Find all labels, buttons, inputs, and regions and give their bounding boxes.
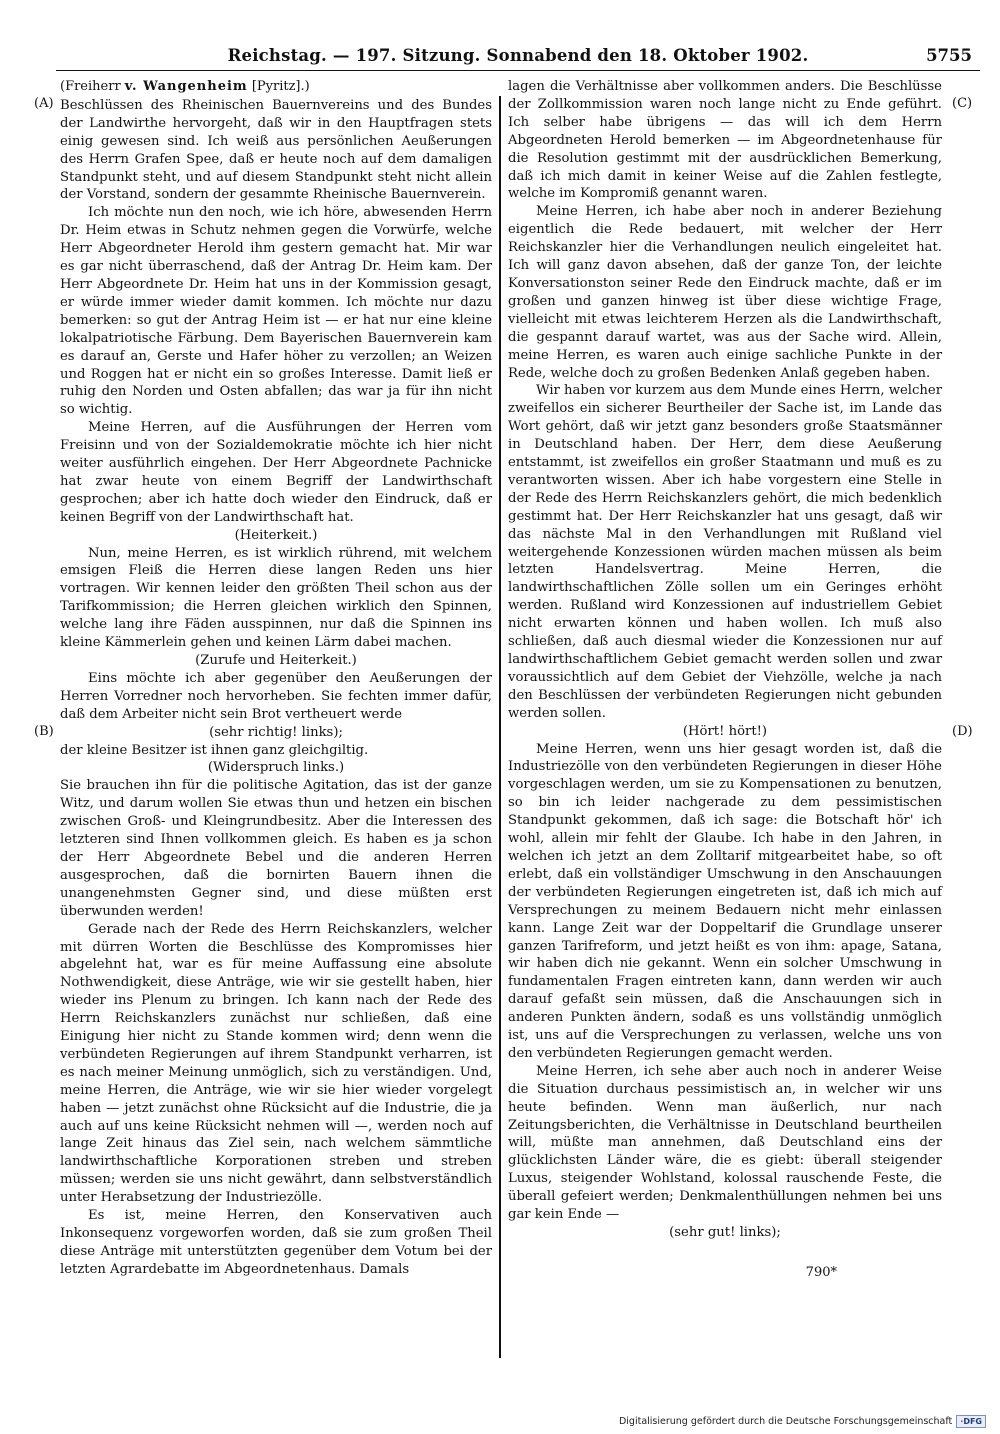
footer-text: Digitalisierung gefördert durch die Deutsche Forschungsgemeinschaft bbox=[618, 1415, 953, 1427]
paragraph: lagen die Verhältnisse aber vollkommen anders. Die Beschlüsse der Zollkommission waren noch lange nicht zu Ende geführt. Ich selber habe übrigens — das will ich dem Herrn Abgeordneten Herold bemerken — im Abgeordnetenhause für die Resolution gestimmt mit der ausdrücklichen Bemerkung, daß ich mich damit in keiner Weise auf die Zahlen festlegte, welche im Kompromiß genannt waren. bbox=[508, 79, 942, 202]
margin-mark-d: (D) bbox=[952, 724, 973, 739]
speaker-title: (Freiherr bbox=[60, 79, 121, 94]
margin-mark-b: (B) bbox=[34, 724, 54, 739]
interjection: (sehr richtig! links); bbox=[209, 724, 343, 740]
speaker-name: v. Wangenheim bbox=[124, 79, 248, 94]
paragraph: Wir haben vor kurzem aus dem Munde eines Herrn, welcher zweifellos ein sicherer Beurtheiler der Sache ist, im Lande das Wort gehört, daß wir jetzt ganz besonders große Staatsmänner in Deutschland haben. Der Herr, dem diese Aeußerung entstammt, ist zweifellos ein großer Staatmann und muß es zu verantworten wissen. Aber ich habe vorgestern eine Stelle in der Rede des Herrn Reichskanzlers gehört, die mich bedenklich gestimmt hat. Der Herr Reichskanzler hat uns gesagt, daß wir das nächste Mal in den Verhandlungen mit Rußland viel weitergehende Konzessionen würden machen müssen als beim letzten Handelsvertrag. Meine Herren, die landwirthschaftlichen Zölle sollen um ein Geringes erhöht werden. Rußland wird Konzessionen auf industriellem Gebiet nicht erwarten können und haben wollen. Ich muß also schließen, daß auch diesmal wieder die Konzessionen nur auf landwirthschaftlichem Gebiet gemacht werden sollen und zwar voraussichtlich auf dem Gebiet der Viehzölle, welche ja nach den Beschlüssen der verbündeten Regierungen nicht gebunden werden sollen. bbox=[508, 383, 942, 721]
paragraph: Beschlüssen des Rheinischen Bauernvereins und des Bundes der Landwirthe hervorgeht, daß wir in den Hauptfragen stets einig gewesen sind. Ich weiß aus persönlichen Aeußerungen des Herrn Grafen Spee, daß er heute noch auf dem damaligen Standpunkt steht, und auf diesem Standpunkt steht nicht allein der Vorstand, sondern der gesammte Rheinische Bauernverein. bbox=[60, 97, 492, 203]
right-column bbox=[508, 78, 942, 1282]
paragraph: Eins möchte ich aber gegenüber den Aeußerungen der Herren Vorredner noch hervorheben. Sie fechten immer dafür, daß dem Arbeiter nicht sein Brot vertheuert werde bbox=[60, 670, 492, 722]
interjection: (Heiterkeit.) bbox=[234, 527, 318, 543]
paragraph: Gerade nach der Rede des Herrn Reichskanzlers, welcher mit dürren Worten die Beschlüsse des Kompromisses hier abgelehnt hat, war es für meine Auffassung eine absolute Nothwendigkeit, diese Anträge, wie wir sie gestellt haben, hier wieder ins Plenum zu bringen. Ich kann nach der Rede des Herrn Reichskanzlers zunächst nur schließen, daß eine Einigung hier nicht zu Stande kommen wird; denn wenn die verbündeten Regierungen auf ihrem Standpunkt verharren, ist es nach meiner Meinung unmöglich, sich zu verständigen. Und, meine Herren, die Anträge, wie wir sie hier wieder vorgelegt haben — jetzt zunächst ohne Rücksicht auf die Industrie, die ja auch auf uns keine Rücksicht nehmen will —, werden noch auf lange Zeit hinaus das Ziel sein, nach welchem sämmtliche landwirthschaftliche Korporationen streben und streben müssen; werden sie uns nicht gewährt, dann selbstverständlich unter Herabsetzung der Industriezölle. bbox=[60, 921, 492, 1206]
interjection: (sehr gut! links); bbox=[669, 1225, 781, 1240]
interjection: (Hört! hört!) bbox=[682, 723, 768, 739]
left-column bbox=[60, 78, 492, 1279]
dfg-logo-icon: ·DFG bbox=[956, 1415, 986, 1428]
speaker-line bbox=[60, 78, 492, 96]
running-header bbox=[56, 46, 980, 71]
paragraph: Meine Herren, ich sehe aber auch noch in anderer Weise die Situation durchaus pessimistisch an, in welcher wir uns heute befinden. Wenn man äußerlich, nur nach Zeitungsberichten, die Verhältnisse in Deutschland beurtheilen will, müßte man annehmen, daß Deutschland eins der glücklichsten Länder wäre, die es giebt: überall steigender Luxus, steigender Wohlstand, kolossal rauschende Feste, die überall gefeiert werden; Denkmalenthüllungen nehmen bei uns gar kein Ende — bbox=[508, 1063, 942, 1223]
interjection: (Widerspruch links.) bbox=[207, 760, 345, 776]
margin-mark-c: (C) bbox=[952, 96, 973, 111]
margin-mark-a: (A) bbox=[34, 96, 54, 111]
paragraph: Meine Herren, wenn uns hier gesagt worden ist, daß die Industriezölle von den verbündeten Regierungen in dieser Höhe vorgeschlagen werden, um sie zu Kompensationen zu benutzen, so bin ich leider nachgerade zu dem pessimistischen Standpunkt gekommen, daß ich sage: die Botschaft hör' ich wohl, allein mir fehlt der Glaube. Ich habe in den Jahren, in welchen ich jetzt an dem Zolltarif mitgearbeitet habe, so oft erlebt, daß ein vollständiger Umschwung in den Anschauungen der verbündeten Regierungen eingetreten ist, daß ich mich auf Versprechungen zu meinem Bedauern nicht mehr einlassen kann. Lange Zeit war der Doppeltarif die Grundlage unserer ganzen Tarifreform, und jetzt heißt es von ihm: apage, Satana, wir haben dich nie gekannt. Wenn ein solcher Umschwung in fundamentalen Fragen eintreten kann, dann werden wir auch darauf gefaßt sein müssen, daß die Anschauungen sich in anderen Punkten ändern, sodaß es uns vollständig unmöglich ist, uns auf die Versprechungen zu verlassen, welche uns von den verbündeten Regierungen gemacht werden. bbox=[508, 741, 942, 1061]
paragraph: der kleine Besitzer ist ihnen ganz gleichgiltig. bbox=[60, 742, 369, 758]
paragraph: Sie brauchen ihn für die politische Agitation, das ist der ganze Witz, und darum wollen Sie etwas thun und hetzen ein bischen zwischen Groß- und Kleingrundbesitz. Aber die Interessen des letzteren sind Ihnen vollkommen gleich. Es haben es ja schon der Herr Abgeordnete Bebel und die anderen Herren ausgesprochen, daß die bornirten Bauern ihnen die unangenehmsten Gegner sind, und diese müßten erst überwunden werden! bbox=[60, 778, 492, 919]
running-head-title: Reichstag. — 197. Sitzung. Sonnabend den 18. Oktober 1902. bbox=[227, 46, 809, 65]
page-number: 5755 bbox=[926, 46, 972, 65]
interjection: (Zurufe und Heiterkeit.) bbox=[195, 653, 357, 668]
paragraph: Meine Herren, ich habe aber noch in anderer Beziehung eigentlich die Rede bedauert, mit welcher der Herr Reichskanzler hier die Verhandlungen neulich eingeleitet hat. Ich will ganz davon absehen, daß der ganze Ton, der leichte Konversationston seiner Rede den Eindruck machte, daß er im großen und ganzen hinweg ist über diese wichtige Frage, vielleicht mit etwas leichterem Herzen als die Landwirthschaft, die gespannt darauf wartet, was aus der Sache wird. Allein, meine Herren, es waren auch einige sachliche Punkte in der Rede, welche doch zu großen Bedenken Anlaß gegeben haben. bbox=[508, 204, 942, 381]
signature-mark: 790* bbox=[805, 1264, 837, 1280]
footer-credit bbox=[619, 1414, 986, 1428]
paragraph: Meine Herren, auf die Ausführungen der Herren vom Freisinn und von der Sozialdemokratie möchte ich hier nicht weiter ausführlich eingehen. Der Herr Abgeordnete Pachnicke hat zwar heute von einem Begriff der Landwirthschaft gesprochen; aber ich hatte doch wieder den Eindruck, daß er keinen Begriff von der Landwirthschaft hat. bbox=[60, 420, 492, 525]
paragraph: Ich möchte nun den noch, wie ich höre, abwesenden Herrn Dr. Heim etwas in Schutz nehmen gegen die Vorwürfe, welche Herr Abgeordneter Herold ihm gestern gemacht hat. Mir war es gar nicht überraschend, daß der Antrag Dr. Heim kam. Der Herr Abgeordnete Dr. Heim hat uns in der Kommission gesagt, er würde immer wieder damit kommen. Ich möchte nur dazu bemerken: so gut der Antrag Heim ist — er hat nur eine kleine lokalpatriotische Färbung. Dem Bayerischen Bauernverein kam es darauf an, Gerste und Hafer höher zu verzollen; an Weizen und Roggen hat er nicht ein so großes Interesse. Damit ließ er ruhig den Norden und Osten abfallen; das war ja für ihn nicht so wichtig. bbox=[60, 205, 492, 418]
speaker-constituency: [Pyritz].) bbox=[251, 79, 310, 94]
paragraph: Nun, meine Herren, es ist wirklich rührend, mit welchem emsigen Fleiß die Herren diese langen Reden uns hier vortragen. Wir kennen leider den größten Theil schon aus der Tarifkommission; die Herren gleichen wirklich den Spinnen, welche lang ihre Fäden ausspinnen, nur daß die Spinnen ins kleine Kämmerlein gehen und keinen Lärm dabei machen. bbox=[60, 545, 492, 651]
paragraph: Es ist, meine Herren, den Konservativen auch Inkonsequenz vorgeworfen worden, daß sie zum großen Theil diese Anträge mit unterstützten gegenüber dem Votum bei der letzten Agrardebatte im Abgeordnetenhaus. Damals bbox=[60, 1208, 492, 1277]
column-divider bbox=[499, 96, 501, 1358]
